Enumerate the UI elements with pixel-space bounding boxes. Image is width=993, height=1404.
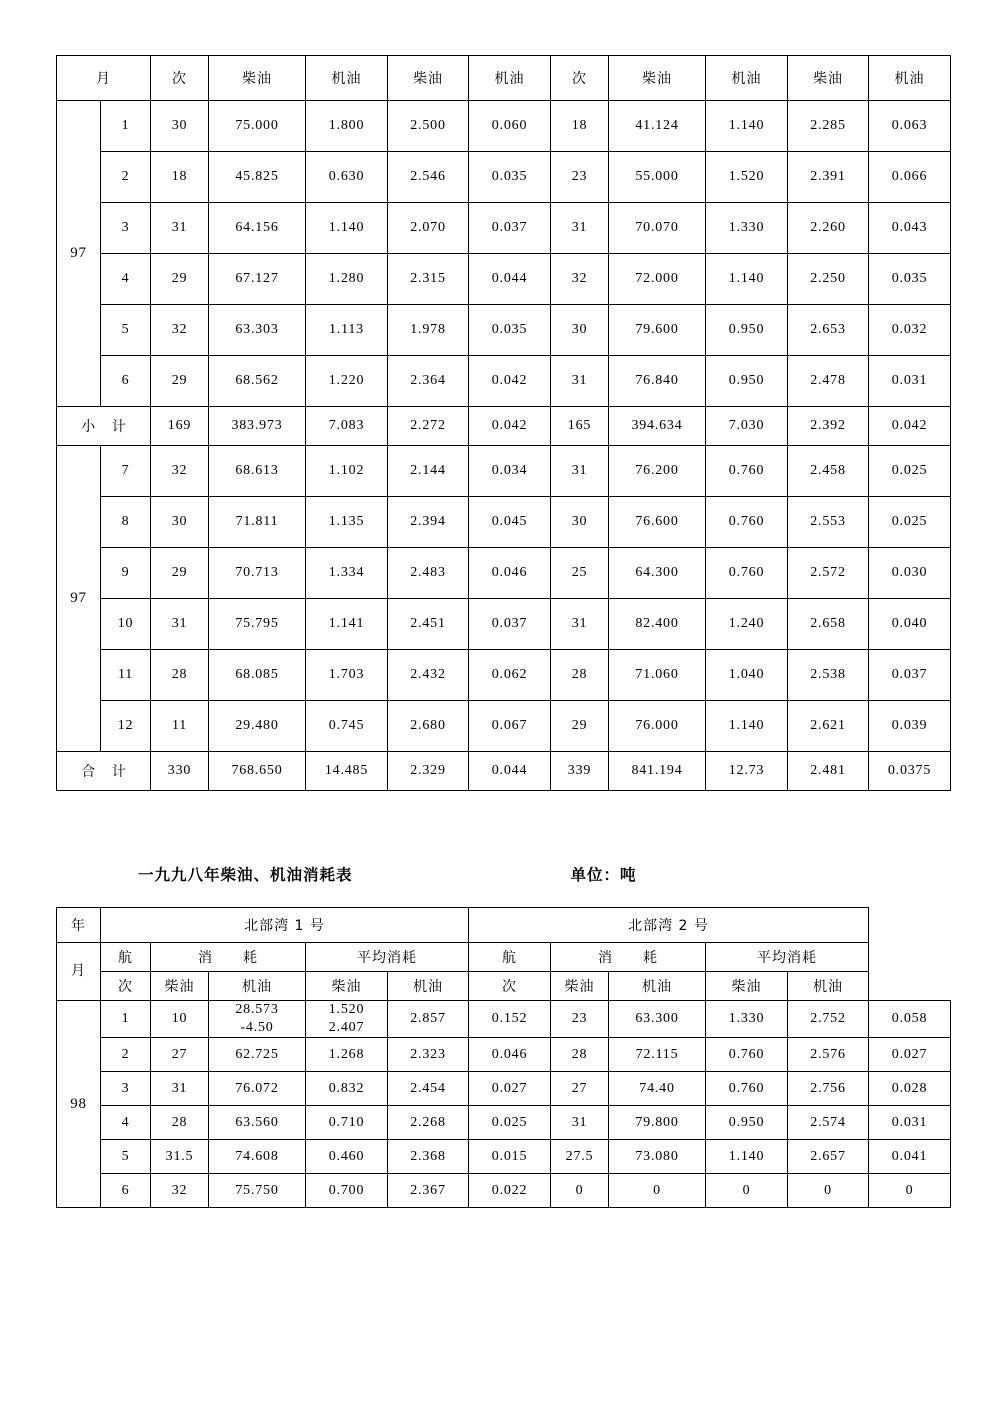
header-avg-diesel-2: 柴油	[788, 56, 869, 101]
cell: 31.5	[151, 1140, 209, 1174]
cell: 1.268	[306, 1038, 388, 1072]
cell: 25	[551, 548, 609, 599]
cell: 1.141	[306, 599, 388, 650]
cell: 339	[551, 752, 609, 791]
row-month: 7	[101, 446, 151, 497]
cell: 0.950	[706, 356, 788, 407]
table-header-row	[57, 56, 951, 101]
cell: 1.520	[706, 152, 788, 203]
cell: 2.458	[788, 446, 869, 497]
cell: 1.334	[306, 548, 388, 599]
cell: 0.037	[469, 599, 551, 650]
cell: 0.027	[869, 1038, 951, 1072]
row-month: 9	[101, 548, 151, 599]
cell: 1.040	[706, 650, 788, 701]
cell: 383.973	[209, 407, 306, 446]
header-voyage-2-top: 航	[469, 943, 551, 972]
cell: 2.657	[788, 1140, 869, 1174]
cell: 76.072	[209, 1072, 306, 1106]
cell: 0.039	[869, 701, 951, 752]
table-row	[57, 650, 951, 701]
header-voyage-1-top: 航	[101, 943, 151, 972]
cell: 2.653	[788, 305, 869, 356]
cell: 41.124	[609, 101, 706, 152]
cell: 0	[609, 1174, 706, 1208]
header-month-label: 月	[71, 962, 86, 979]
cell: 31	[151, 599, 209, 650]
row-month: 5	[101, 305, 151, 356]
cell: 71.811	[209, 497, 306, 548]
cell: 2.364	[388, 356, 469, 407]
cell: 1.140	[706, 1140, 788, 1174]
cell: 68.562	[209, 356, 306, 407]
table-row	[57, 497, 951, 548]
cell: 28	[151, 1106, 209, 1140]
cell: 82.400	[609, 599, 706, 650]
header-voyage-1: 次	[151, 56, 209, 101]
cell: 169	[151, 407, 209, 446]
cell-oil-main: 1.520	[328, 1002, 365, 1017]
cell: 28	[551, 1038, 609, 1072]
cell: 2.574	[788, 1106, 869, 1140]
cell: 2.285	[788, 101, 869, 152]
cell: 70.713	[209, 548, 306, 599]
cell: 1.102	[306, 446, 388, 497]
row-month: 12	[101, 701, 151, 752]
header-consume-1: 消 耗	[151, 943, 306, 972]
cell: 12.73	[706, 752, 788, 791]
cell: 0.152	[469, 1001, 551, 1038]
row-month: 5	[101, 1140, 151, 1174]
cell: 76.000	[609, 701, 706, 752]
cell: 32	[551, 254, 609, 305]
cell: 72.115	[609, 1038, 706, 1072]
cell: 0.035	[469, 305, 551, 356]
cell: 0.950	[706, 1106, 788, 1140]
cell: 73.080	[609, 1140, 706, 1174]
table-row	[57, 446, 951, 497]
cell: 0.042	[869, 407, 951, 446]
cell: 29.480	[209, 701, 306, 752]
total-row	[57, 752, 951, 791]
cell: 0.060	[469, 101, 551, 152]
cell: 768.650	[209, 752, 306, 791]
cell: 29	[151, 548, 209, 599]
cell: 11	[151, 701, 209, 752]
cell: 28	[151, 650, 209, 701]
row-month: 8	[101, 497, 151, 548]
cell: 2.756	[788, 1072, 869, 1106]
header-year: 年	[57, 908, 101, 943]
cell: 0.066	[869, 152, 951, 203]
table-row	[57, 599, 951, 650]
table-row	[57, 203, 951, 254]
cell: 0.058	[869, 1001, 951, 1038]
cell: 68.613	[209, 446, 306, 497]
cell: 31	[151, 1072, 209, 1106]
table-row	[57, 701, 951, 752]
cell-diesel-adjust: -4.50	[240, 1020, 274, 1036]
cell: 79.800	[609, 1106, 706, 1140]
cell: 0.067	[469, 701, 551, 752]
cell: 0.025	[869, 497, 951, 548]
cell: 0.460	[306, 1140, 388, 1174]
cell: 14.485	[306, 752, 388, 791]
cell: 23	[551, 1001, 609, 1038]
cell: 2.323	[388, 1038, 469, 1072]
cell: 76.840	[609, 356, 706, 407]
header-avg-diesel-1: 柴油	[306, 972, 388, 1001]
cell: 76.200	[609, 446, 706, 497]
cell: 1.240	[706, 599, 788, 650]
cell: 30	[551, 305, 609, 356]
cell: 32	[151, 305, 209, 356]
cell: 0.745	[306, 701, 388, 752]
cell: 7.030	[706, 407, 788, 446]
cell: 63.303	[209, 305, 306, 356]
table-row	[57, 1174, 951, 1208]
cell: 31	[551, 599, 609, 650]
cell: 28	[551, 650, 609, 701]
cell: 30	[151, 101, 209, 152]
cell: 0.034	[469, 446, 551, 497]
row-month: 3	[101, 1072, 151, 1106]
cell: 75.000	[209, 101, 306, 152]
cell: 2.144	[388, 446, 469, 497]
header-avg-diesel-1: 柴油	[388, 56, 469, 101]
cell: 68.085	[209, 650, 306, 701]
section-title: 一九九八年柴油、机油消耗表	[138, 866, 353, 884]
cell: 0.062	[469, 650, 551, 701]
cell: 10	[151, 1001, 209, 1038]
cell: 0.037	[469, 203, 551, 254]
cell: 0.045	[469, 497, 551, 548]
cell: 0.0375	[869, 752, 951, 791]
unit-label: 单位：吨	[570, 866, 637, 884]
cell: 29	[151, 254, 209, 305]
cell: 0.710	[306, 1106, 388, 1140]
cell: 0.760	[706, 446, 788, 497]
cell: 2.454	[388, 1072, 469, 1106]
cell: 2.392	[788, 407, 869, 446]
header-ship-1: 北部湾 1 号	[101, 908, 469, 943]
cell: 2.368	[388, 1140, 469, 1174]
table2-header-row-1	[57, 908, 951, 943]
cell: 0.630	[306, 152, 388, 203]
cell-diesel-split	[209, 1001, 306, 1038]
table-row	[57, 101, 951, 152]
header-diesel-1: 柴油	[151, 972, 209, 1001]
cell: 62.725	[209, 1038, 306, 1072]
cell: 45.825	[209, 152, 306, 203]
header-year-month	[57, 943, 101, 1001]
cell: 18	[151, 152, 209, 203]
header-oil-1: 机油	[209, 972, 306, 1001]
year-label-1998: 98	[57, 1001, 101, 1208]
year-label-1997-first-half: 97	[57, 101, 101, 407]
row-month: 3	[101, 203, 151, 254]
table-row	[57, 548, 951, 599]
cell: 27	[151, 1038, 209, 1072]
cell: 2.680	[388, 701, 469, 752]
row-month: 1	[101, 1001, 151, 1038]
cell: 7.083	[306, 407, 388, 446]
header-voyage-2-bottom: 次	[469, 972, 551, 1001]
cell: 0.043	[869, 203, 951, 254]
header-oil-2: 机油	[609, 972, 706, 1001]
row-month: 6	[101, 356, 151, 407]
cell: 1.978	[388, 305, 469, 356]
cell: 74.608	[209, 1140, 306, 1174]
cell: 27.5	[551, 1140, 609, 1174]
header-ship-2: 北部湾 2 号	[469, 908, 869, 943]
table2-header-row-2	[57, 943, 951, 972]
cell: 2.553	[788, 497, 869, 548]
cell: 2.481	[788, 752, 869, 791]
cell: 1.280	[306, 254, 388, 305]
table-row	[57, 254, 951, 305]
total-label: 合 计	[57, 752, 151, 791]
cell: 2.070	[388, 203, 469, 254]
cell: 2.394	[388, 497, 469, 548]
cell: 0.027	[469, 1072, 551, 1106]
cell: 1.135	[306, 497, 388, 548]
cell-oil-split	[306, 1001, 388, 1038]
cell: 0	[706, 1174, 788, 1208]
cell: 2.752	[788, 1001, 869, 1038]
cell: 0	[551, 1174, 609, 1208]
cell: 31	[151, 203, 209, 254]
header-avg-diesel-2: 柴油	[706, 972, 788, 1001]
row-month: 6	[101, 1174, 151, 1208]
cell: 31	[551, 446, 609, 497]
cell: 1.113	[306, 305, 388, 356]
cell: 63.560	[209, 1106, 306, 1140]
cell: 1.800	[306, 101, 388, 152]
header-avg-oil-1: 机油	[469, 56, 551, 101]
cell: 2.478	[788, 356, 869, 407]
cell: 0.046	[469, 548, 551, 599]
row-month: 1	[101, 101, 151, 152]
cell: 0.042	[469, 356, 551, 407]
cell: 2.315	[388, 254, 469, 305]
cell-diesel-main: 28.573	[235, 1002, 279, 1017]
header-diesel-2: 柴油	[609, 56, 706, 101]
cell: 0.030	[869, 548, 951, 599]
header-diesel-1: 柴油	[209, 56, 306, 101]
header-consume-2: 消 耗	[551, 943, 706, 972]
cell: 79.600	[609, 305, 706, 356]
cell: 2.572	[788, 548, 869, 599]
cell: 0.063	[869, 101, 951, 152]
cell: 32	[151, 1174, 209, 1208]
cell: 841.194	[609, 752, 706, 791]
cell-oil-adjust: 2.407	[328, 1020, 365, 1036]
cell: 0	[869, 1174, 951, 1208]
cell: 0.760	[706, 548, 788, 599]
cell: 0.950	[706, 305, 788, 356]
table-row	[57, 152, 951, 203]
cell: 0.015	[469, 1140, 551, 1174]
cell: 1.703	[306, 650, 388, 701]
cell: 330	[151, 752, 209, 791]
cell: 70.070	[609, 203, 706, 254]
header-avg-consume-2: 平均消耗	[706, 943, 869, 972]
cell: 0.031	[869, 356, 951, 407]
consumption-table-1998	[56, 907, 951, 1208]
header-oil-1: 机油	[306, 56, 388, 101]
row-month: 10	[101, 599, 151, 650]
table-row	[57, 1038, 951, 1072]
cell: 2.621	[788, 701, 869, 752]
cell: 23	[551, 152, 609, 203]
cell: 75.750	[209, 1174, 306, 1208]
cell: 30	[551, 497, 609, 548]
cell: 0.025	[469, 1106, 551, 1140]
cell: 0.025	[869, 446, 951, 497]
subtotal-label: 小 计	[57, 407, 151, 446]
header-month: 月	[57, 56, 151, 101]
cell: 72.000	[609, 254, 706, 305]
subtotal-row	[57, 407, 951, 446]
consumption-table-1997	[56, 55, 951, 791]
header-avg-consume-1: 平均消耗	[306, 943, 469, 972]
cell: 1.330	[706, 1001, 788, 1038]
cell: 394.634	[609, 407, 706, 446]
cell: 29	[551, 701, 609, 752]
cell: 2.483	[388, 548, 469, 599]
header-oil-2: 机油	[706, 56, 788, 101]
cell: 0.041	[869, 1140, 951, 1174]
cell: 67.127	[209, 254, 306, 305]
cell: 0.700	[306, 1174, 388, 1208]
cell: 1.330	[706, 203, 788, 254]
cell: 1.140	[306, 203, 388, 254]
cell: 0.040	[869, 599, 951, 650]
cell: 165	[551, 407, 609, 446]
table-row	[57, 1072, 951, 1106]
header-voyage-2: 次	[551, 56, 609, 101]
table-row	[57, 1106, 951, 1140]
cell: 2.538	[788, 650, 869, 701]
cell: 18	[551, 101, 609, 152]
cell: 1.140	[706, 101, 788, 152]
cell: 55.000	[609, 152, 706, 203]
cell: 27	[551, 1072, 609, 1106]
section-title-row	[56, 863, 937, 885]
cell: 2.329	[388, 752, 469, 791]
cell: 2.250	[788, 254, 869, 305]
year-label-1997-second-half: 97	[57, 446, 101, 752]
table-row	[57, 305, 951, 356]
cell: 32	[151, 446, 209, 497]
cell: 2.272	[388, 407, 469, 446]
row-month: 2	[101, 1038, 151, 1072]
cell: 0.044	[469, 752, 551, 791]
cell: 0.022	[469, 1174, 551, 1208]
cell: 0.044	[469, 254, 551, 305]
cell: 0.031	[869, 1106, 951, 1140]
header-avg-oil-2: 机油	[869, 56, 951, 101]
cell: 2.451	[388, 599, 469, 650]
cell: 2.391	[788, 152, 869, 203]
cell: 0.032	[869, 305, 951, 356]
cell: 31	[551, 203, 609, 254]
cell: 2.260	[788, 203, 869, 254]
cell: 0.042	[469, 407, 551, 446]
row-month: 4	[101, 1106, 151, 1140]
cell: 1.140	[706, 254, 788, 305]
cell: 0.760	[706, 497, 788, 548]
cell: 1.220	[306, 356, 388, 407]
cell: 30	[151, 497, 209, 548]
cell: 2.367	[388, 1174, 469, 1208]
row-month: 2	[101, 152, 151, 203]
header-diesel-2: 柴油	[551, 972, 609, 1001]
table-row	[57, 1140, 951, 1174]
cell: 0.760	[706, 1038, 788, 1072]
cell: 0.035	[869, 254, 951, 305]
cell: 71.060	[609, 650, 706, 701]
header-voyage-1-bottom: 次	[101, 972, 151, 1001]
cell: 0	[788, 1174, 869, 1208]
table-row	[57, 356, 951, 407]
row-month: 11	[101, 650, 151, 701]
cell: 74.40	[609, 1072, 706, 1106]
header-avg-oil-2: 机油	[788, 972, 869, 1001]
cell: 0.035	[469, 152, 551, 203]
cell: 2.658	[788, 599, 869, 650]
cell: 0.046	[469, 1038, 551, 1072]
cell: 2.546	[388, 152, 469, 203]
cell: 0.037	[869, 650, 951, 701]
cell: 31	[551, 1106, 609, 1140]
cell: 64.156	[209, 203, 306, 254]
table2-header-row-3	[57, 972, 951, 1001]
cell: 2.432	[388, 650, 469, 701]
cell: 31	[551, 356, 609, 407]
row-month: 4	[101, 254, 151, 305]
cell: 75.795	[209, 599, 306, 650]
cell: 2.268	[388, 1106, 469, 1140]
cell: 63.300	[609, 1001, 706, 1038]
cell: 2.857	[388, 1001, 469, 1038]
header-avg-oil-1: 机油	[388, 972, 469, 1001]
cell: 64.300	[609, 548, 706, 599]
cell: 0.832	[306, 1072, 388, 1106]
cell: 2.500	[388, 101, 469, 152]
cell: 1.140	[706, 701, 788, 752]
cell: 2.576	[788, 1038, 869, 1072]
cell: 76.600	[609, 497, 706, 548]
table-row	[57, 1001, 951, 1038]
cell: 0.760	[706, 1072, 788, 1106]
cell: 29	[151, 356, 209, 407]
cell: 0.028	[869, 1072, 951, 1106]
